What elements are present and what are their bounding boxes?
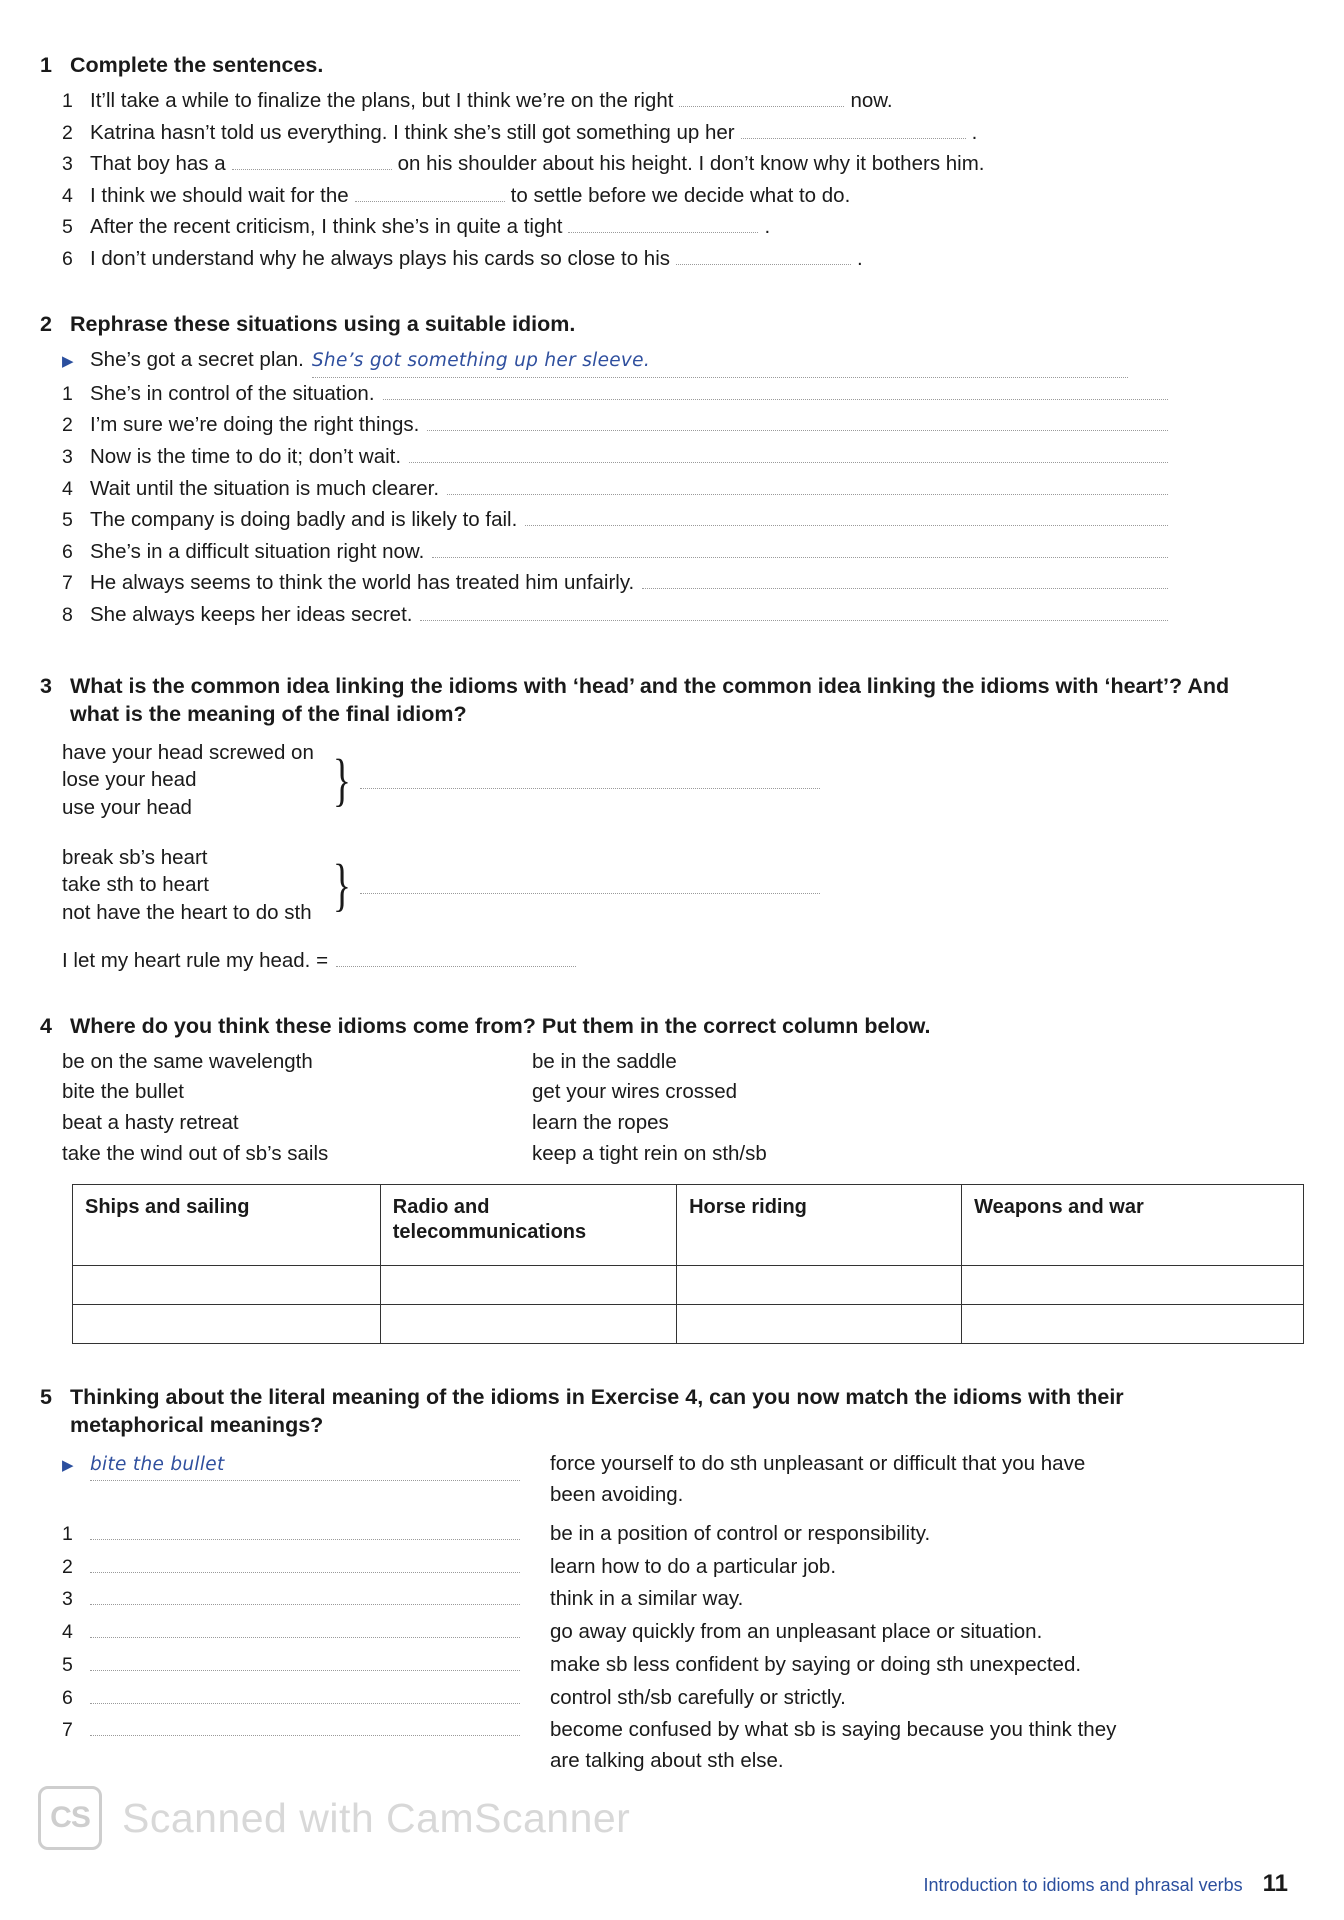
item-number: 1 <box>62 382 73 405</box>
table-cell[interactable] <box>73 1304 381 1343</box>
camscanner-logo-icon: CS <box>38 1786 102 1850</box>
idiom-line: use your head <box>62 795 192 819</box>
meaning-text: control sth/sb carefully or strictly. <box>550 1685 846 1709</box>
answer-blank[interactable] <box>409 446 1168 463</box>
exercise-2-example <box>40 344 1288 378</box>
meaning-line-2: are talking about sth else. <box>550 1749 784 1773</box>
idiom-line: learn the ropes <box>532 1111 669 1135</box>
table-cell[interactable] <box>380 1265 676 1304</box>
meaning-line-1: force yourself to do sth unpleasant or difficult that you have <box>550 1452 1086 1476</box>
brace-icon: } <box>332 852 351 918</box>
item-text: Now is the time to do it; don’t wait. <box>90 444 402 468</box>
camscanner-watermark <box>38 1786 630 1850</box>
table-cell[interactable] <box>962 1265 1304 1304</box>
exercise-2-item <box>40 599 1288 631</box>
exercise-1-items <box>40 85 1288 275</box>
exercise-1-item <box>40 117 1288 149</box>
item-number: 5 <box>62 216 73 239</box>
table-cell[interactable] <box>962 1304 1304 1343</box>
example-marker-icon: ▶ <box>62 1457 74 1475</box>
exercise-5-number: 5 <box>40 1384 52 1409</box>
item-text: She’s in control of the situation. <box>90 381 375 405</box>
idiom-line: get your wires crossed <box>532 1080 738 1104</box>
answer-blank[interactable] <box>90 1586 520 1605</box>
table-row <box>73 1304 1304 1343</box>
exercise-2-item <box>40 536 1288 568</box>
exercise-1-item <box>40 243 1288 275</box>
item-number: 7 <box>62 572 73 595</box>
exercise-2-item <box>40 409 1288 441</box>
exercise-5-item <box>40 1552 1288 1583</box>
answer-blank[interactable] <box>447 478 1168 495</box>
item-text: The company is doing badly and is likely to fail. <box>90 508 518 532</box>
item-number: 7 <box>62 1719 73 1742</box>
meaning-text: learn how to do a particular job. <box>550 1554 837 1578</box>
exercise-1-item <box>40 85 1288 117</box>
heart-idiom-list <box>62 844 332 927</box>
item-number: 2 <box>62 121 73 144</box>
exercise-4-heading <box>40 1013 1288 1041</box>
exercise-5-item <box>40 1715 1288 1777</box>
item-text: He always seems to think the world has treated him unfairly. <box>90 571 635 595</box>
exercise-1-item <box>40 148 1288 180</box>
exercise-4-title: Where do you think these idioms come from? Put them in the correct column below. <box>70 1013 931 1038</box>
table-header-row <box>73 1184 1304 1265</box>
item-text: Wait until the situation is much clearer. <box>90 476 440 500</box>
item-number: 4 <box>62 477 73 500</box>
answer-blank[interactable] <box>232 152 392 170</box>
item-text-tail: to settle before we decide what to do. <box>510 183 851 207</box>
item-number: 3 <box>62 445 73 468</box>
item-number: 5 <box>62 1653 73 1676</box>
exercise-2-item <box>40 441 1288 473</box>
table-header-cell: Horse riding <box>677 1184 962 1265</box>
table-cell[interactable] <box>677 1304 962 1343</box>
exercise-5-example <box>40 1449 1288 1511</box>
exercise-5-item <box>40 1650 1288 1681</box>
idiom-line: be in the saddle <box>532 1049 677 1073</box>
page-number: 11 <box>1262 1870 1288 1897</box>
exercise-1-item <box>40 180 1288 212</box>
item-text: I think we should wait for the <box>90 183 349 207</box>
answer-blank[interactable] <box>90 1652 520 1671</box>
exercise-4 <box>40 1013 1288 1344</box>
idiom-line: break sb’s heart <box>62 845 208 869</box>
exercise-3-heading <box>40 673 1288 729</box>
answer-blank[interactable] <box>432 541 1168 558</box>
answer-blank[interactable] <box>90 1717 520 1736</box>
exercise-4-number: 4 <box>40 1013 52 1038</box>
item-number: 8 <box>62 604 73 627</box>
exercise-1-title: Complete the sentences. <box>70 53 324 77</box>
idiom-line: not have the heart to do sth <box>62 900 312 924</box>
idiom-line: have your head screwed on <box>62 740 314 764</box>
answer-blank[interactable] <box>360 877 820 894</box>
meaning-text: make sb less confident by saying or doing sth unexpected. <box>550 1652 1082 1676</box>
item-text: That boy has a <box>90 152 226 176</box>
exercise-5-title: Thinking about the literal meaning of the idioms in Exercise 4, can you now match the idioms with their metaphorical meanings? <box>70 1384 1124 1437</box>
answer-blank[interactable] <box>679 89 844 107</box>
footer-section-title: Introduction to idioms and phrasal verbs <box>923 1875 1243 1895</box>
exercise-1 <box>40 52 1288 275</box>
idiom-column-right <box>532 1047 1002 1170</box>
final-idiom-text: I let my heart rule my head. = <box>62 948 329 972</box>
exercise-5-item <box>40 1683 1288 1714</box>
item-number: 2 <box>62 414 73 437</box>
exercise-2-item <box>40 567 1288 599</box>
exercise-1-item <box>40 211 1288 243</box>
item-text-tail: . <box>971 120 978 144</box>
item-number: 6 <box>62 540 73 563</box>
exercise-5-item <box>40 1584 1288 1615</box>
meaning-line-1: become confused by what sb is saying because you think they <box>550 1718 1117 1742</box>
item-text: It’ll take a while to finalize the plans, but I think we’re on the right <box>90 88 674 112</box>
exercise-2 <box>40 311 1288 631</box>
item-text: I don’t understand why he always plays his cards so close to his <box>90 247 670 271</box>
item-number: 3 <box>62 153 73 176</box>
table-cell[interactable] <box>73 1265 381 1304</box>
exercise-2-items <box>40 344 1288 631</box>
head-idiom-list <box>62 739 332 822</box>
exercise-5-item <box>40 1617 1288 1648</box>
example-meaning <box>550 1449 1288 1511</box>
exercise-3-group-head <box>62 739 1288 822</box>
item-text-tail: now. <box>850 88 893 112</box>
example-answer: bite the bullet <box>90 1451 520 1481</box>
camscanner-watermark-text: Scanned with CamScanner <box>122 1794 631 1841</box>
table-header-cell: Radio and telecommunications <box>380 1184 676 1265</box>
item-number: 4 <box>62 1621 73 1644</box>
answer-blank[interactable] <box>383 383 1168 400</box>
exercise-2-title: Rephrase these situations using a suitable idiom. <box>70 311 576 336</box>
item-text-tail: . <box>764 215 771 239</box>
exercise-2-number: 2 <box>40 311 52 336</box>
idiom-line: keep a tight rein on sth/sb <box>532 1141 767 1165</box>
page-footer <box>923 1870 1288 1898</box>
idiom-origin-table <box>72 1184 1304 1344</box>
exercise-1-number: 1 <box>40 53 52 77</box>
item-text: Katrina hasn’t told us everything. I think she’s still got something up her <box>90 120 735 144</box>
exercise-4-idiom-columns <box>62 1047 1288 1170</box>
idiom-line: lose your head <box>62 768 197 792</box>
item-number: 6 <box>62 248 73 271</box>
item-number: 6 <box>62 1686 73 1709</box>
answer-blank[interactable] <box>90 1554 520 1573</box>
answer-blank[interactable] <box>568 215 758 233</box>
exercise-5-item <box>40 1519 1288 1550</box>
answer-blank[interactable] <box>90 1685 520 1704</box>
item-number: 3 <box>62 1588 73 1611</box>
example-marker-icon: ▶ <box>62 352 74 370</box>
answer-blank[interactable] <box>355 184 505 202</box>
exercise-5-items <box>40 1449 1288 1777</box>
brace-icon: } <box>332 747 351 813</box>
item-number: 1 <box>62 89 73 112</box>
answer-blank[interactable] <box>427 414 1168 431</box>
item-text: She always keeps her ideas secret. <box>90 603 413 627</box>
idiom-column-left <box>62 1047 532 1170</box>
answer-blank[interactable] <box>90 1521 520 1540</box>
table-header-cell: Ships and sailing <box>73 1184 381 1265</box>
idiom-line: beat a hasty retreat <box>62 1111 239 1135</box>
exercise-3-title: What is the common idea linking the idioms with ‘head’ and the common idea linking the idioms with ‘heart’? And what is the meaning of the final idiom? <box>70 673 1230 726</box>
answer-blank[interactable] <box>642 572 1168 589</box>
exercise-3 <box>40 673 1288 973</box>
item-text: I’m sure we’re doing the right things. <box>90 413 420 437</box>
item-text-tail: on his shoulder about his height. I don’t know why it bothers him. <box>397 152 985 176</box>
idiom-line: take the wind out of sb’s sails <box>62 1141 329 1165</box>
item-number: 4 <box>62 184 73 207</box>
answer-blank[interactable] <box>90 1619 520 1638</box>
exercise-2-heading <box>40 311 1288 339</box>
meaning-text: think in a similar way. <box>550 1587 744 1611</box>
item-number: 2 <box>62 1555 73 1578</box>
answer-blank[interactable] <box>360 772 820 789</box>
exercise-2-item <box>40 473 1288 505</box>
answer-blank[interactable] <box>525 509 1168 526</box>
item-number: 5 <box>62 509 73 532</box>
table-cell[interactable] <box>380 1304 676 1343</box>
meaning-text: go away quickly from an unpleasant place or situation. <box>550 1620 1043 1644</box>
exercise-1-heading <box>40 52 1288 80</box>
answer-blank[interactable] <box>676 247 851 265</box>
answer-blank[interactable] <box>741 121 966 139</box>
example-prompt: She’s got a secret plan. <box>90 347 304 371</box>
table-cell[interactable] <box>677 1265 962 1304</box>
idiom-line: be on the same wavelength <box>62 1049 313 1073</box>
item-number: 1 <box>62 1522 73 1545</box>
idiom-line: bite the bullet <box>62 1080 184 1104</box>
table-row <box>73 1265 1304 1304</box>
exercise-5 <box>40 1384 1288 1777</box>
table-header-cell: Weapons and war <box>962 1184 1304 1265</box>
idiom-line: take sth to heart <box>62 873 210 897</box>
exercise-3-final <box>62 949 1288 973</box>
exercise-3-number: 3 <box>40 673 52 698</box>
meaning-text <box>550 1715 1288 1777</box>
exercise-5-heading <box>40 1384 1288 1440</box>
exercise-2-item <box>40 378 1288 410</box>
item-text: She’s in a difficult situation right now. <box>90 539 425 563</box>
exercise-3-group-heart <box>62 844 1288 927</box>
item-text-tail: . <box>857 247 863 271</box>
meaning-line-2: been avoiding. <box>550 1483 684 1507</box>
answer-blank[interactable] <box>420 604 1168 621</box>
meaning-text: be in a position of control or responsibility. <box>550 1521 931 1545</box>
answer-blank[interactable] <box>336 950 576 967</box>
item-text: After the recent criticism, I think she’s in quite a tight <box>90 215 563 239</box>
exercise-2-item <box>40 504 1288 536</box>
example-answer: She’s got something up her sleeve. <box>312 347 1128 378</box>
